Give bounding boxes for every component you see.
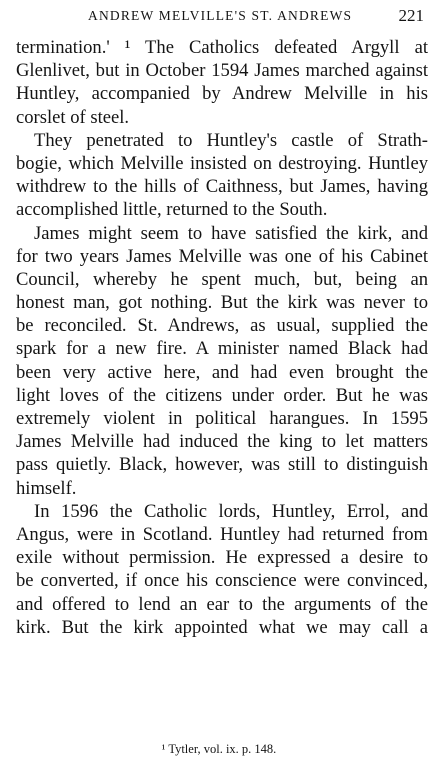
text-line: himself.: [16, 477, 77, 499]
text-line: exile without permission. He expressed a desire to: [16, 547, 428, 569]
text-line: bogie, which Melville insisted on destroying. Huntley: [16, 152, 428, 174]
text-line: light loves of the citizens under order. But he was: [16, 384, 428, 406]
text-line: In 1596 the Catholic lords, Huntley, Errol, and: [34, 500, 428, 522]
text-line: accomplished little, returned to the South.: [16, 199, 328, 221]
text-line: termination.' ¹ The Catholics defeated Argyll at: [16, 37, 428, 58]
text-line: James might seem to have satisfied the kirk, and: [34, 222, 428, 244]
text-line: kirk. But the kirk appointed what we may call a: [16, 616, 428, 638]
paragraph-2: [16, 129, 428, 222]
text-line: spark for a new fire. A minister named Black had: [16, 338, 428, 360]
text-line: be converted, if once his conscience were convinced,: [16, 570, 428, 592]
text-line: Huntley, accompanied by Andrew Melville in his: [16, 83, 428, 105]
text-line: James Melville had induced the king to let matters: [16, 431, 428, 453]
paragraph-3: [16, 222, 428, 500]
text-line: be reconciled. St. Andrews, as usual, supplied the: [16, 315, 428, 337]
text-line: They penetrated to Huntley's castle of Strath-: [34, 129, 428, 151]
text-line: Angus, were in Scotland. Huntley had returned from: [16, 523, 428, 545]
running-head: [16, 6, 424, 28]
text-line: honest man, got nothing. But the kirk was never to: [16, 292, 428, 314]
paragraph-4: [16, 500, 428, 639]
text-line: corslet of steel.: [16, 106, 130, 128]
text-line: withdrew to the hills of Caithness, but James, having: [16, 176, 428, 198]
footnote: ¹ Tytler, vol. ix. p. 148.: [161, 742, 277, 756]
text-line: pass quietly. Black, however, was still to distinguish: [16, 454, 428, 476]
text-line: Glenlivet, but in October 1594 James marched against: [16, 60, 428, 82]
text-line: extremely violent in political harangues. In 1595: [16, 408, 428, 429]
text-line: Council, whereby he spent much, but, being an: [16, 268, 428, 290]
paragraph-1: [16, 36, 428, 129]
text-line: been very active here, and had even brought the: [16, 361, 428, 383]
text-line: and offered to lend an ear to the arguments of the: [16, 593, 428, 615]
body-text: [16, 36, 428, 639]
page-number: 221: [398, 6, 424, 25]
running-title: ANDREW MELVILLE'S ST. ANDREWS: [88, 8, 353, 23]
text-line: for two years James Melville was one of his Cabinet: [16, 245, 428, 267]
